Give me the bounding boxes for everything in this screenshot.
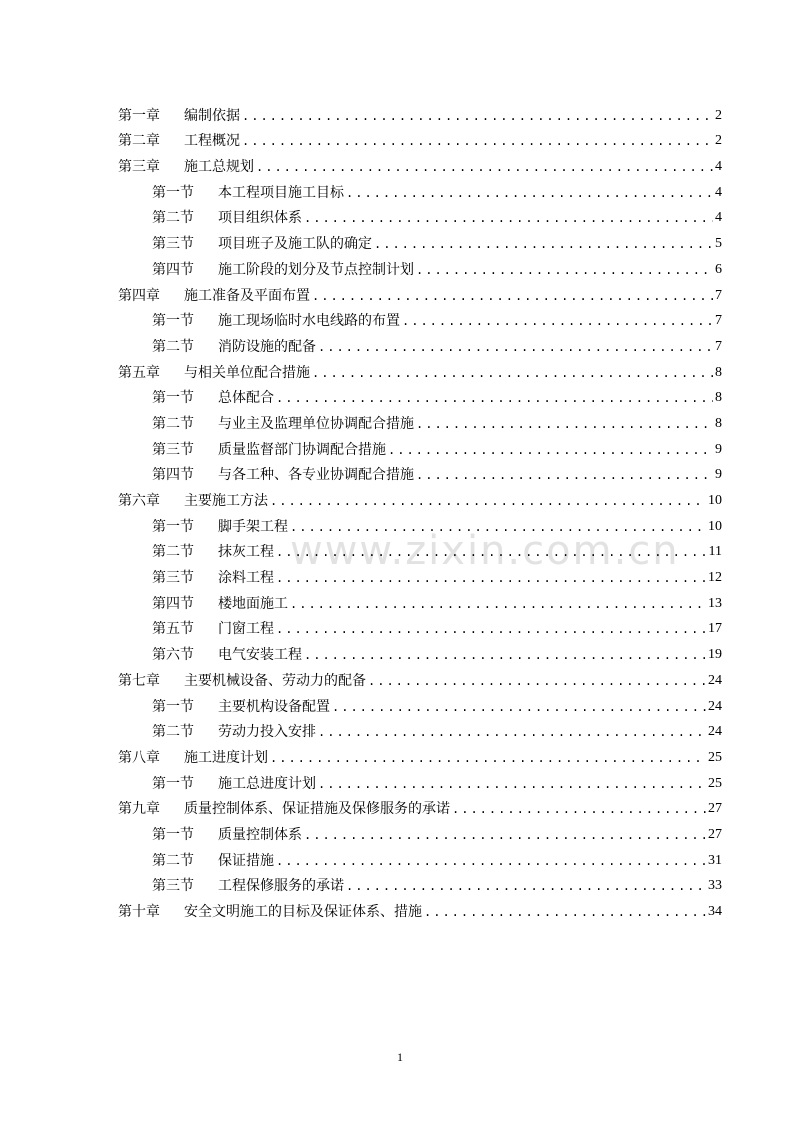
toc-dot-leader [242, 105, 713, 127]
toc-entry-number: 第六章 [118, 493, 160, 509]
toc-chapter-entry[interactable] [118, 897, 722, 923]
toc-dot-leader [416, 413, 713, 435]
toc-entry-page: 8 [715, 415, 722, 431]
toc-entry-number: 第五节 [152, 621, 194, 638]
toc-section-entry[interactable] [118, 384, 722, 410]
toc-entry-title: 施工进度计划 [184, 749, 268, 766]
toc-entry-number: 第四节 [152, 261, 194, 278]
table-of-contents [118, 101, 722, 923]
toc-entry-number: 第三节 [152, 236, 194, 253]
toc-chapter-entry[interactable] [118, 127, 722, 153]
toc-dot-leader [290, 516, 706, 538]
toc-entry-title: 工程概况 [184, 133, 240, 150]
toc-dot-leader [290, 593, 706, 615]
toc-section-entry[interactable] [118, 589, 722, 615]
watermark: www.zixin.com.cn [290, 528, 680, 574]
toc-entry-page: 25 [708, 775, 722, 791]
toc-entry-title: 抹灰工程 [218, 544, 274, 561]
toc-entry-title: 编制依据 [184, 107, 240, 124]
toc-entry-number: 第九章 [118, 801, 160, 818]
toc-entry-title: 涂料工程 [218, 570, 274, 587]
toc-entry-page: 17 [708, 621, 722, 637]
toc-entry-page: 12 [708, 570, 722, 586]
toc-section-entry[interactable] [118, 615, 722, 641]
toc-dot-leader [276, 850, 706, 872]
toc-dot-leader [276, 618, 706, 640]
toc-dot-leader [424, 901, 706, 923]
toc-entry-number: 第二节 [152, 210, 194, 227]
toc-section-entry[interactable] [118, 409, 722, 435]
toc-entry-number: 第三节 [152, 570, 194, 587]
toc-chapter-entry[interactable] [118, 281, 722, 307]
toc-dot-leader [256, 156, 713, 178]
toc-entry-page: 33 [708, 878, 722, 894]
toc-dot-leader [312, 362, 713, 384]
toc-entry-page: 31 [708, 852, 722, 868]
toc-dot-leader [242, 130, 713, 152]
toc-entry-page: 8 [715, 364, 722, 380]
toc-entry-title: 施工现场临时水电线路的布置 [218, 313, 400, 330]
toc-entry-page: 8 [715, 390, 722, 406]
toc-entry-title: 施工总规划 [184, 159, 254, 176]
toc-entry-number: 第一节 [152, 698, 194, 715]
toc-dot-leader [318, 773, 706, 795]
toc-section-entry[interactable] [118, 640, 722, 666]
toc-entry-number: 第四章 [118, 287, 160, 304]
toc-dot-leader [312, 285, 713, 307]
toc-entry-title: 主要机构设备配置 [218, 698, 330, 715]
toc-entry-page: 10 [708, 518, 722, 534]
toc-dot-leader [402, 310, 713, 332]
toc-entry-page: 5 [715, 236, 722, 252]
toc-dot-leader [318, 721, 706, 743]
toc-entry-title: 保证措施 [218, 852, 274, 869]
toc-entry-title: 施工阶段的划分及节点控制计划 [218, 261, 414, 278]
toc-entry-page: 27 [708, 801, 722, 817]
toc-entry-page: 27 [708, 826, 722, 842]
toc-entry-title: 消防设施的配备 [218, 338, 316, 355]
toc-entry-number: 第一节 [152, 826, 194, 843]
toc-entry-number: 第六节 [152, 647, 194, 664]
toc-section-entry[interactable] [118, 229, 722, 255]
toc-entry-number: 第二节 [152, 852, 194, 869]
toc-entry-title: 主要施工方法 [184, 493, 268, 509]
toc-section-entry[interactable] [118, 435, 722, 461]
toc-entry-title: 楼地面施工 [218, 595, 288, 612]
toc-section-entry[interactable] [118, 461, 722, 487]
toc-entry-page: 9 [715, 467, 722, 483]
toc-entry-number: 第二节 [152, 415, 194, 432]
toc-entry-number: 第一节 [152, 518, 194, 535]
toc-section-entry[interactable] [118, 332, 722, 358]
toc-section-entry[interactable] [118, 872, 722, 898]
toc-dot-leader [304, 824, 706, 846]
toc-section-entry[interactable] [118, 718, 722, 744]
toc-entry-page: 24 [708, 672, 722, 688]
toc-entry-number: 第三节 [152, 441, 194, 458]
toc-entry-page: 34 [708, 904, 722, 919]
toc-entry-page: 10 [708, 493, 722, 508]
toc-dot-leader [416, 464, 713, 486]
toc-entry-number: 第一节 [152, 184, 194, 201]
toc-entry-number: 第二节 [152, 338, 194, 355]
toc-entry-page: 6 [715, 261, 722, 277]
toc-entry-title: 劳动力投入安排 [218, 724, 316, 741]
toc-entry-title: 施工总进度计划 [218, 775, 316, 792]
toc-entry-title: 项目组织体系 [218, 210, 302, 227]
toc-entry-page: 24 [708, 698, 722, 714]
toc-section-entry[interactable] [118, 255, 722, 281]
toc-entry-number: 第十章 [118, 904, 160, 920]
toc-section-entry[interactable] [118, 769, 722, 795]
toc-entry-title: 与业主及监理单位协调配合措施 [218, 415, 414, 432]
toc-entry-page: 9 [715, 441, 722, 457]
toc-entry-title: 本工程项目施工目标 [218, 184, 344, 201]
toc-dot-leader [346, 875, 706, 897]
toc-dot-leader [304, 644, 706, 666]
toc-entry-number: 第二章 [118, 133, 160, 150]
toc-section-entry[interactable] [118, 846, 722, 872]
toc-entry-number: 第三节 [152, 878, 194, 895]
toc-entry-title: 总体配合 [218, 390, 274, 407]
toc-entry-title: 工程保修服务的承诺 [218, 878, 344, 895]
toc-entry-number: 第二节 [152, 544, 194, 561]
toc-section-entry[interactable] [118, 204, 722, 230]
toc-entry-number: 第二节 [152, 724, 194, 741]
toc-dot-leader [304, 207, 713, 229]
toc-chapter-entry[interactable] [118, 486, 722, 512]
toc-entry-page: 11 [708, 544, 722, 560]
toc-section-entry[interactable] [118, 307, 722, 333]
toc-entry-page: 19 [708, 647, 722, 663]
toc-entry-title: 施工准备及平面布置 [184, 287, 310, 304]
toc-entry-number: 第五章 [118, 364, 160, 381]
toc-entry-page: 2 [715, 133, 722, 149]
toc-chapter-entry[interactable] [118, 101, 722, 127]
toc-entry-number: 第七章 [118, 672, 160, 689]
toc-entry-page: 4 [715, 184, 722, 200]
toc-entry-title: 门窗工程 [218, 621, 274, 638]
toc-entry-title: 项目班子及施工队的确定 [218, 236, 372, 253]
toc-entry-title: 电气安装工程 [218, 647, 302, 664]
toc-entry-number: 第一节 [152, 313, 194, 330]
toc-entry-page: 13 [708, 595, 722, 611]
toc-entry-number: 第一章 [118, 107, 160, 124]
toc-chapter-entry[interactable] [118, 666, 722, 692]
toc-entry-number: 第一节 [152, 775, 194, 792]
toc-entry-page: 7 [715, 287, 722, 303]
toc-chapter-entry[interactable] [118, 152, 722, 178]
toc-entry-number: 第三章 [118, 159, 160, 176]
toc-section-entry[interactable] [118, 178, 722, 204]
toc-section-entry[interactable] [118, 563, 722, 589]
toc-dot-leader [276, 387, 713, 409]
toc-chapter-entry[interactable] [118, 743, 722, 769]
toc-section-entry[interactable] [118, 538, 722, 564]
toc-dot-leader [368, 670, 706, 692]
toc-entry-number: 第八章 [118, 749, 160, 766]
toc-chapter-entry[interactable] [118, 358, 722, 384]
toc-dot-leader [270, 490, 706, 512]
toc-dot-leader [276, 541, 707, 563]
toc-dot-leader [346, 182, 713, 204]
toc-entry-number: 第一节 [152, 390, 194, 407]
toc-entry-title: 质量控制体系 [218, 826, 302, 843]
toc-entry-page: 4 [715, 210, 722, 226]
toc-entry-title: 质量控制体系、保证措施及保修服务的承诺 [184, 801, 450, 818]
toc-entry-number: 第四节 [152, 467, 194, 484]
toc-entry-page: 24 [708, 724, 722, 740]
toc-entry-title: 与相关单位配合措施 [184, 364, 310, 381]
toc-entry-title: 主要机械设备、劳动力的配备 [184, 672, 366, 689]
toc-entry-number: 第四节 [152, 595, 194, 612]
toc-entry-page: 7 [715, 338, 722, 354]
toc-entry-page: 4 [715, 159, 722, 175]
toc-dot-leader [318, 336, 713, 358]
toc-chapter-entry[interactable] [118, 795, 722, 821]
toc-dot-leader [270, 747, 706, 769]
page-number: 1 [397, 1050, 403, 1064]
toc-section-entry[interactable] [118, 820, 722, 846]
toc-entry-title: 脚手架工程 [218, 518, 288, 535]
toc-entry-page: 2 [715, 107, 722, 123]
toc-entry-page: 25 [708, 749, 722, 765]
toc-dot-leader [276, 567, 706, 589]
toc-dot-leader [416, 259, 713, 281]
toc-dot-leader [452, 798, 706, 820]
toc-dot-leader [388, 439, 713, 461]
toc-entry-page: 7 [715, 313, 722, 329]
toc-section-entry[interactable] [118, 692, 722, 718]
toc-entry-title: 与各工种、各专业协调配合措施 [218, 467, 414, 484]
toc-entry-title: 安全文明施工的目标及保证体系、措施 [184, 904, 422, 920]
toc-dot-leader [374, 233, 713, 255]
toc-entry-title: 质量监督部门协调配合措施 [218, 441, 386, 458]
toc-section-entry[interactable] [118, 512, 722, 538]
toc-dot-leader [332, 696, 706, 718]
